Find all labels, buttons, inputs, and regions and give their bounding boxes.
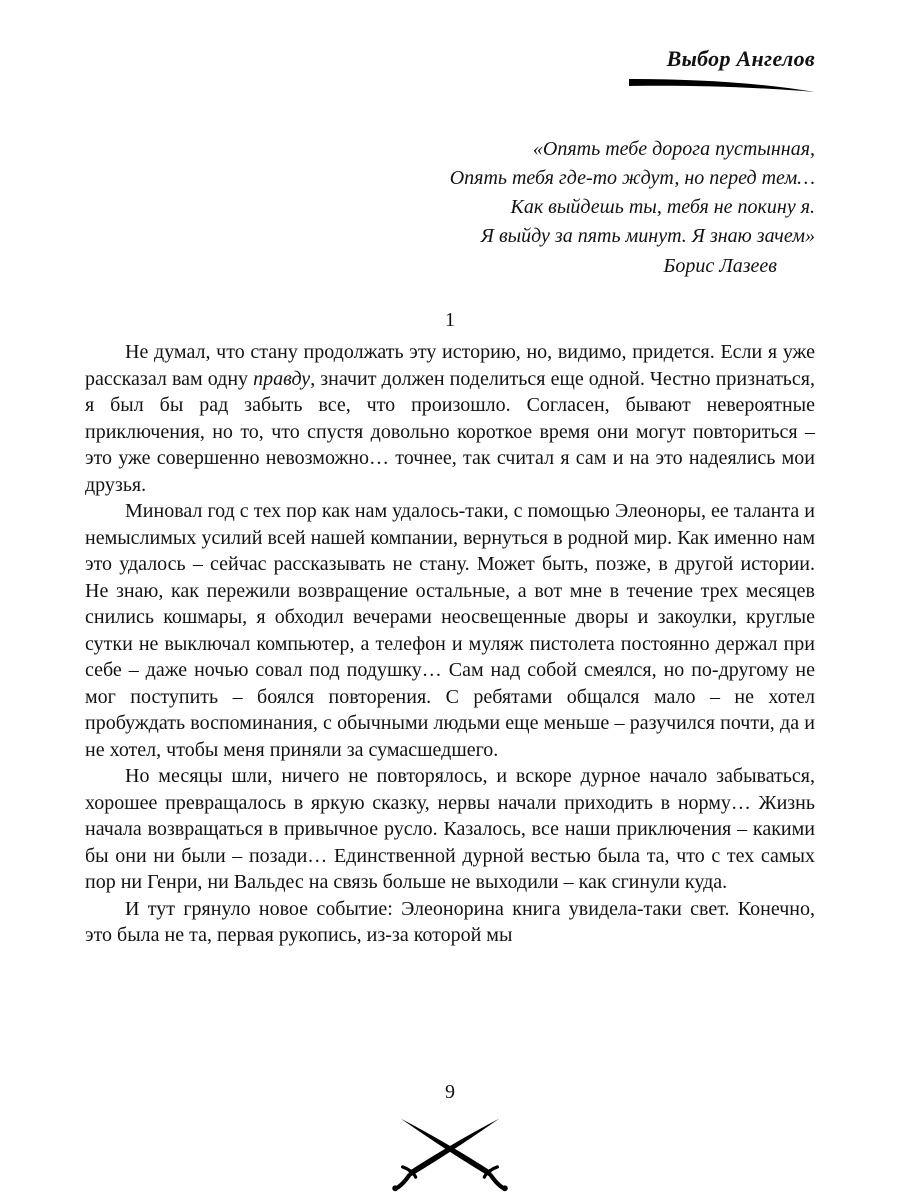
paragraph-1-post: , значит должен поделиться еще одной. Честно признаться, я был бы рад забыть все, что произошло. Согласен, бывают невероятные приключения, но то, что спустя довольно короткое время они могут повториться – это уже совершенно невозможно… точнее, так считал я сам и на это надеялись мои друзья. — [85, 367, 816, 496]
paragraph-2: Миновал год с тех пор как нам удалось-таки, с помощью Элеоноры, ее таланта и немыслимых усилий всей нашей компании, вернуться в родной мир. Как именно нам это удалось – сейчас рассказывать не стану. Может быть, позже, в другой истории. Не знаю, как пережили возвращение остальные, а вот мне в течение трех месяцев снились кошмары, я обходил вечерами неосвещенные дворы и закоулки, круглые сутки не выключал компьютер, а телефон и муляж пистолета постоянно держал при себе – даже ночью совал под подушку… Сам над собой смеялся, но по-другому не мог поступить – боялся повторения. С ребятами общался мало – не хотел пробуждать воспоминания, с обычными людьми еще меньше – разучился почти, да и не хотел, чтобы меня приняли за сумасшедшего. — [85, 500, 815, 761]
epigraph — [85, 135, 815, 281]
page-header — [85, 46, 815, 93]
paragraph-1 — [85, 339, 815, 498]
saber-left — [392, 1119, 499, 1192]
body-text — [85, 339, 815, 949]
epigraph-author: Борис Лазеев — [663, 255, 777, 277]
paragraph-3: Но месяцы шли, ничего не повторялось, и вскоре дурное начало забываться, хорошее превращалось в яркую сказку, нервы начали приходить в норму… Жизнь начала возвращаться в привычное русло. Казалось, все наши приключения – какими бы они ни были – позади… Единственной дурной вестью была та, что с тех самых пор ни Генри, ни Вальдес на связь больше не выходили – как сгинули куда. — [85, 765, 815, 893]
epigraph-line: Как выйдешь ты, тебя не покину я. — [510, 196, 815, 218]
paragraph-1-pre: Не думал, что стану продолжать эту историю, но, видимо, придется. Если я уже рассказал вам одну — [85, 341, 815, 390]
epigraph-line: «Опять тебе дорога пустынная, — [532, 138, 815, 160]
page-number: 9 — [445, 1081, 455, 1103]
epigraph-line: Я выйду за пять минут. Я знаю зачем» — [480, 225, 815, 247]
chapter-number: 1 — [445, 309, 455, 331]
crossed-sabers-icon — [380, 1114, 520, 1192]
book-title: Выбор Ангелов — [666, 46, 815, 71]
paragraph-4: И тут грянуло новое событие: Элеонорина книга увидела-таки свет. Конечно, это была не та, первая рукопись, из-за которой мы — [85, 897, 815, 946]
emphasized-word: правду — [253, 367, 311, 390]
epigraph-line: Опять тебя где-то ждут, но перед тем… — [449, 167, 815, 189]
header-swoosh-rule — [629, 77, 815, 93]
saber-right — [401, 1119, 508, 1192]
